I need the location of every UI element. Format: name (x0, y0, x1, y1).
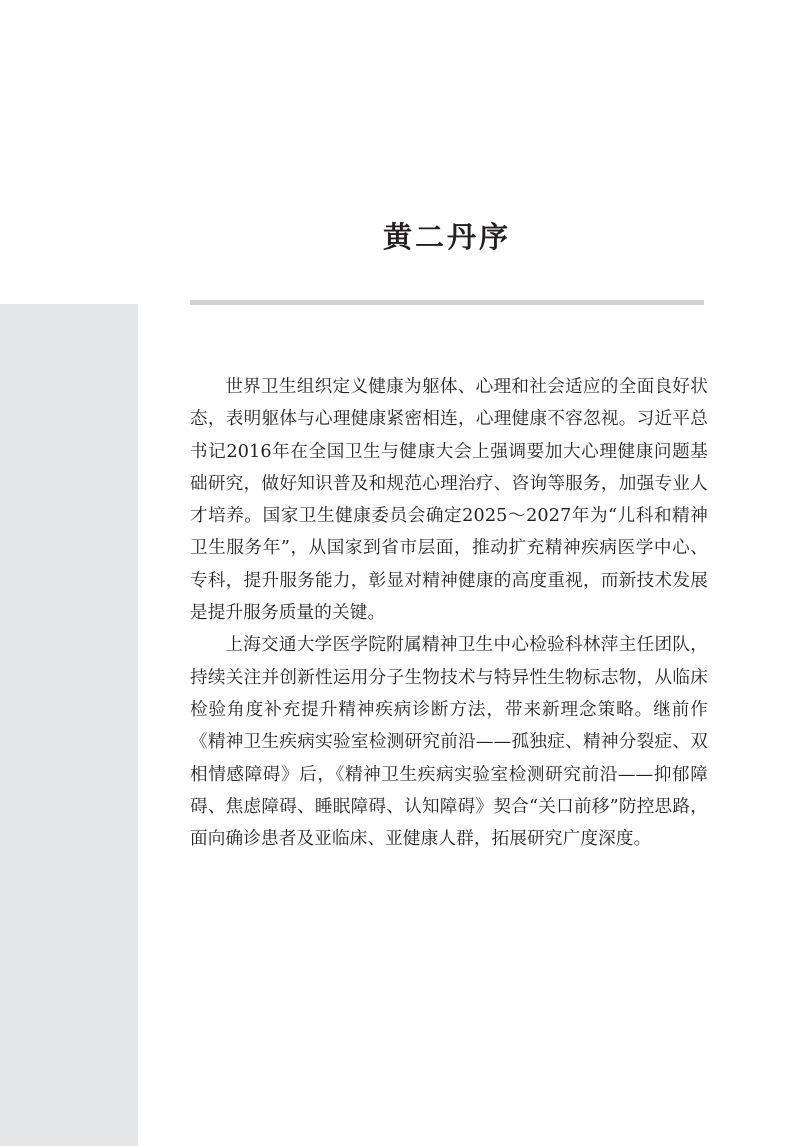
side-panel (0, 304, 138, 1146)
page-title: 黄二丹序 (382, 220, 511, 255)
paragraph-2: 上海交通大学医学院附属精神卫生中心检验科林萍主任团队，持续关注并创新性运用分子生物技术与特异性生物标志物，从临床检验角度补充提升精神疾病诊断方法，带来新理念策略。继前作《精神卫生疾病实验室检测研究前沿——孤独症、精神分裂症、双相情感障碍》后，《精神卫生疾病实验室检测研究前沿——抑郁障碍、焦虑障碍、睡眠障碍、认知障碍》契合“关口前移”防控思路，面向确诊患者及亚临床、亚健康人群，拓展研究广度深度。 (190, 635, 708, 850)
title-divider (190, 300, 704, 305)
body-text (190, 371, 708, 855)
paragraph-1: 世界卫生组织定义健康为躯体、心理和社会适应的全面良好状态，表明躯体与心理健康紧密相连，心理健康不容忽视。习近平总书记2016年在全国卫生与健康大会上强调要加大心理健康问题基础研究，做好知识普及和规范心理治疗、咨询等服务，加强专业人才培养。国家卫生健康委员会确定2025～2027年为“儿科和精神卫生服务年”，从国家到省市层面，推动扩充精神疾病医学中心、专科，提升服务能力，彰显对精神健康的高度重视，而新技术发展是提升服务质量的关键。 (190, 377, 708, 624)
